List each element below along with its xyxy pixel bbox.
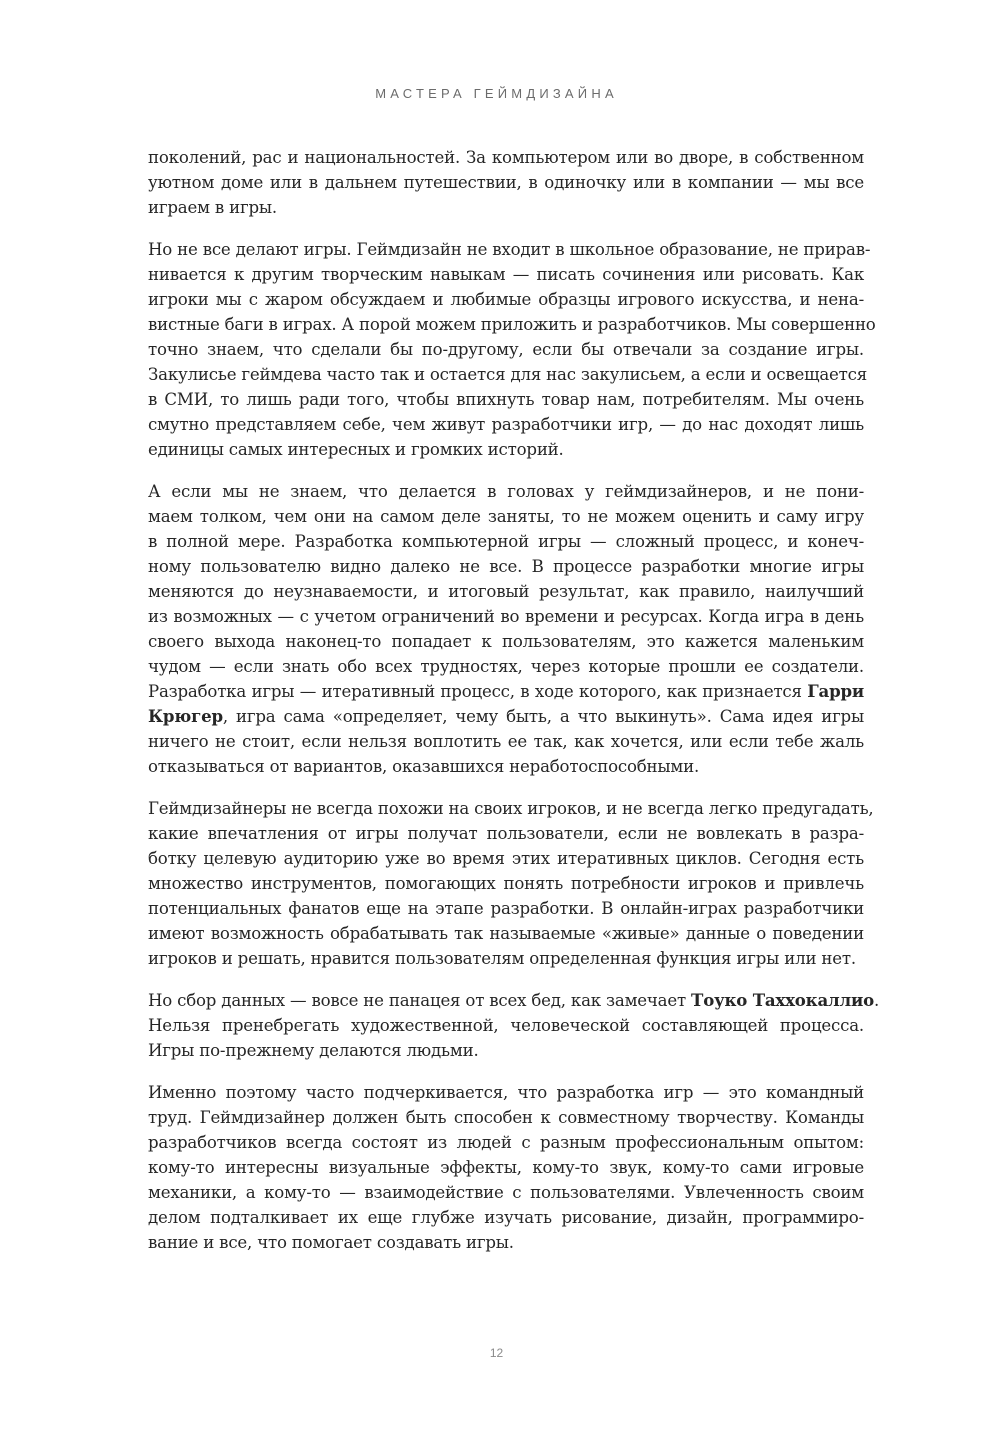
text-line: разработчиков всегда состоят из людей с разным профессиональным опытом: xyxy=(148,1133,864,1152)
text-line: имеют возможность обрабатывать так называемые «живые» данные о поведении xyxy=(148,924,864,943)
text-line: кому-то интересны визуальные эффекты, кому-то звук, кому-то сами игровые xyxy=(148,1158,864,1177)
text-line: делом подталкивает их еще глубже изучать рисование, дизайн, программиро- xyxy=(148,1208,864,1227)
text-line: в полной мере. Разработка компьютерной игры — сложный процесс, и конеч- xyxy=(148,532,864,551)
text-line: маем толком, чем они на самом деле заняты, то не можем оценить и саму игру xyxy=(148,507,864,526)
text-line: поколений, рас и национальностей. За компьютером или во дворе, в собственном xyxy=(148,148,864,167)
text-line: Именно поэтому часто подчеркивается, что разработка игр — это командный xyxy=(148,1083,864,1102)
text-line: Нельзя пренебрегать художественной, человеческой составляющей процесса. xyxy=(148,1016,864,1035)
text-segment: Но сбор данных — вовсе не панацея от всех бед, как замечает xyxy=(148,991,686,1010)
text-line: вистные баги в играх. А порой можем приложить и разработчиков. Мы совершенно xyxy=(148,315,876,334)
text-line: уютном доме или в дальнем путешествии, в одиночку или в компании — мы все xyxy=(148,173,864,192)
paragraph-6 xyxy=(148,1080,864,1255)
text-line: ботку целевую аудиторию уже во время этих итеративных циклов. Сегодня есть xyxy=(148,849,864,868)
text-line: труд. Геймдизайнер должен быть способен к совместному творчеству. Команды xyxy=(148,1108,864,1127)
text-line: своего выхода наконец-то попадает к пользователям, это кажется маленьким xyxy=(148,632,864,651)
person-name-bold: Крюгер xyxy=(148,706,223,726)
paragraph-3 xyxy=(148,479,864,779)
running-header: МАСТЕРА ГЕЙМДИЗАЙНА xyxy=(375,86,618,101)
text-segment: Разработка игры — итеративный процесс, в ходе которого, как признается xyxy=(148,682,802,701)
text-line: механики, а кому-то — взаимодействие с пользователями. Увлеченность своим xyxy=(148,1183,864,1202)
text-line: отказываться от вариантов, оказавшихся неработоспособными. xyxy=(148,757,700,776)
text-line: игроки мы с жаром обсуждаем и любимые образцы игрового искусства, и нена- xyxy=(148,290,864,309)
text-line: меняются до неузнаваемости, и итоговый результат, как правило, наилучший xyxy=(148,582,864,601)
paragraph-4 xyxy=(148,796,874,971)
text-line: чудом — если знать обо всех трудностях, через которые прошли ее создатели. xyxy=(148,657,864,676)
text-line: вание и все, что помогает создавать игры. xyxy=(148,1233,514,1252)
text-line: Но не все делают игры. Геймдизайн не входит в школьное образование, не прирав- xyxy=(148,240,871,259)
paragraph-1 xyxy=(148,145,864,220)
text-segment: . xyxy=(873,991,880,1010)
text-line: Игры по-прежнему делаются людьми. xyxy=(148,1041,479,1060)
text-segment: , игра сама «определяет, чему быть, а что выкинуть». Сама идея игры xyxy=(222,707,864,726)
text-line xyxy=(148,988,880,1013)
body-text xyxy=(148,145,880,1272)
page-number: 12 xyxy=(489,1346,504,1360)
text-line: ному пользователю видно далеко не все. В процессе разработки многие игры xyxy=(148,557,864,576)
text-line: игроков и решать, нравится пользователям определенная функция игры или нет. xyxy=(148,949,856,968)
text-line: ничего не стоит, если нельзя воплотить ее так, как хочется, или если тебе жаль xyxy=(148,732,864,751)
text-line: из возможных — с учетом ограничений во времени и ресурсах. Когда игра в день xyxy=(148,607,864,626)
text-line: в СМИ, то лишь ради того, чтобы впихнуть товар нам, потребителям. Мы очень xyxy=(148,390,864,409)
person-name-bold: Тоуко Таххокаллио xyxy=(691,990,874,1010)
text-line: А если мы не знаем, что делается в головах у геймдизайнеров, и не пони- xyxy=(148,482,864,501)
text-line xyxy=(148,704,864,729)
paragraph-2 xyxy=(148,237,876,462)
text-line: играем в игры. xyxy=(148,198,277,217)
text-line: точно знаем, что сделали бы по-другому, если бы отвечали за создание игры. xyxy=(148,340,864,359)
text-line: множество инструментов, помогающих понять потребности игроков и привлечь xyxy=(148,874,864,893)
text-line: потенциальных фанатов еще на этапе разработки. В онлайн-играх разработчики xyxy=(148,899,864,918)
text-line: Геймдизайнеры не всегда похожи на своих игроков, и не всегда легко предугадать, xyxy=(148,799,874,818)
person-name-bold: Гарри xyxy=(807,681,864,701)
text-line: единицы самых интересных и громких историй. xyxy=(148,440,564,459)
paragraph-5 xyxy=(148,988,880,1063)
text-line: нивается к другим творческим навыкам — писать сочинения или рисовать. Как xyxy=(148,265,864,284)
text-line: смутно представляем себе, чем живут разработчики игр, — до нас доходят лишь xyxy=(148,415,864,434)
text-line xyxy=(148,679,864,704)
text-line: какие впечатления от игры получат пользователи, если не вовлекать в разра- xyxy=(148,824,864,843)
text-line: Закулисье геймдева часто так и остается для нас закулисьем, а если и освещается xyxy=(148,365,867,384)
